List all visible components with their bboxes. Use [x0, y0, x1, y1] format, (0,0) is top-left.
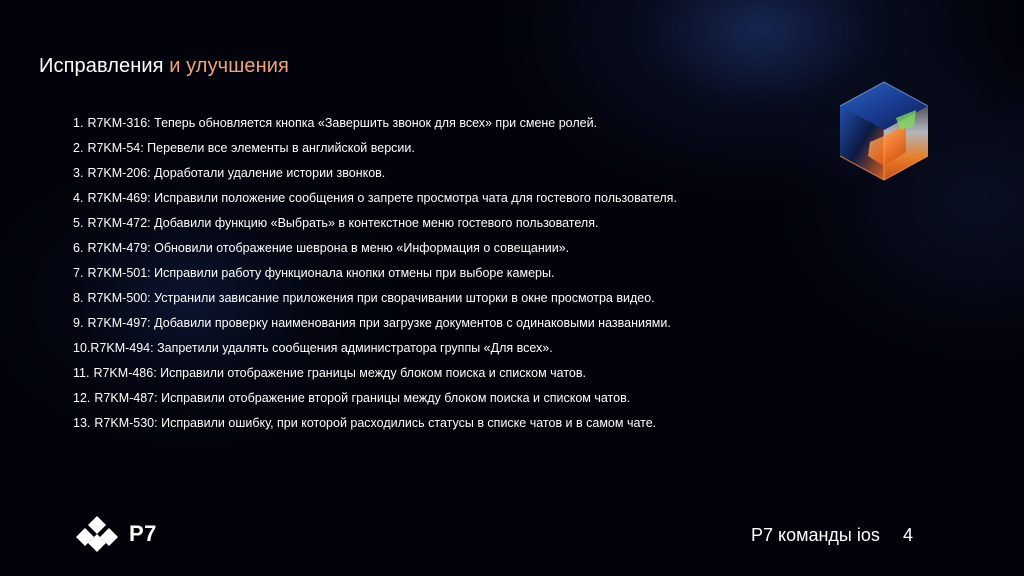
list-item-text: R7KM-500: Устранили зависание приложения при сворачивании шторки в окне просмотра видео.: [87, 291, 655, 305]
slide-title: [39, 53, 289, 79]
list-item-text: R7KM-487: Исправили отображение второй границы между блоком поиска и списком чатов.: [94, 391, 631, 405]
r7-diamond-logo-icon: [73, 516, 121, 552]
list-item-number: 7.: [73, 266, 84, 280]
list-item-number: 8.: [73, 291, 84, 305]
list-item: [73, 286, 677, 311]
list-item: [73, 211, 677, 236]
list-item-text: R7KM-479: Обновили отображение шеврона в меню «Информация о совещании».: [87, 241, 570, 255]
list-item: [73, 336, 677, 361]
list-item-number: 3.: [73, 166, 84, 180]
title-accent: и улучшения: [163, 55, 289, 77]
list-item: [73, 161, 677, 186]
list-item-text: R7KM-206: Доработали удаление истории звонков.: [87, 166, 386, 180]
list-item: [73, 311, 677, 336]
list-item: [73, 136, 677, 161]
list-item: [73, 386, 677, 411]
footer-label: Р7 команды ios: [751, 525, 880, 545]
changes-list: [73, 111, 677, 436]
list-item-text: R7KM-486: Исправили отображение границы между блоком поиска и списком чатов.: [93, 366, 586, 380]
list-item-text: R7KM-469: Исправили положение сообщения о запрете просмотра чата для гостевого пользователя.: [87, 191, 677, 205]
list-item-text: R7KM-54: Перевели все элементы в английской версии.: [87, 141, 415, 155]
glass-cube-icon: [836, 78, 932, 184]
list-item: [73, 111, 677, 136]
list-item-text: R7KM-472: Добавили функцию «Выбрать» в контекстное меню гостевого пользователя.: [87, 216, 599, 230]
list-item-text: R7KM-497: Добавили проверку наименования при загрузке документов с одинаковыми названиями.: [87, 316, 671, 330]
list-item: [73, 261, 677, 286]
list-item-text: R7KM-494: Запретили удалять сообщения администратора группы «Для всех».: [90, 341, 553, 355]
list-item: [73, 411, 677, 436]
list-item-number: 13.: [73, 416, 91, 430]
title-main: Исправления: [39, 55, 164, 77]
list-item-text: R7KM-501: Исправили работу функционала кнопки отмены при выборе камеры.: [87, 266, 555, 280]
list-item-number: 11.: [73, 366, 90, 380]
list-item-number: 6.: [73, 241, 84, 255]
list-item: [73, 186, 677, 211]
list-item-number: 2.: [73, 141, 84, 155]
list-item-number: 1.: [73, 116, 84, 130]
page-number: 4: [903, 525, 914, 545]
list-item: [73, 361, 677, 386]
list-item-number: 4.: [73, 191, 84, 205]
list-item: [73, 236, 677, 261]
list-item-number: 5.: [73, 216, 84, 230]
list-item-text: R7KM-316: Теперь обновляется кнопка «Завершить звонок для всех» при смене ролей.: [87, 116, 598, 130]
list-item-number: 9.: [73, 316, 84, 330]
logo-text: Р7: [129, 521, 157, 546]
list-item-number: 10.: [73, 341, 91, 355]
list-item-number: 12.: [73, 391, 91, 405]
list-item-text: R7KM-530: Исправили ошибку, при которой расходились статусы в списке чатов и в самом чате.: [94, 416, 657, 430]
